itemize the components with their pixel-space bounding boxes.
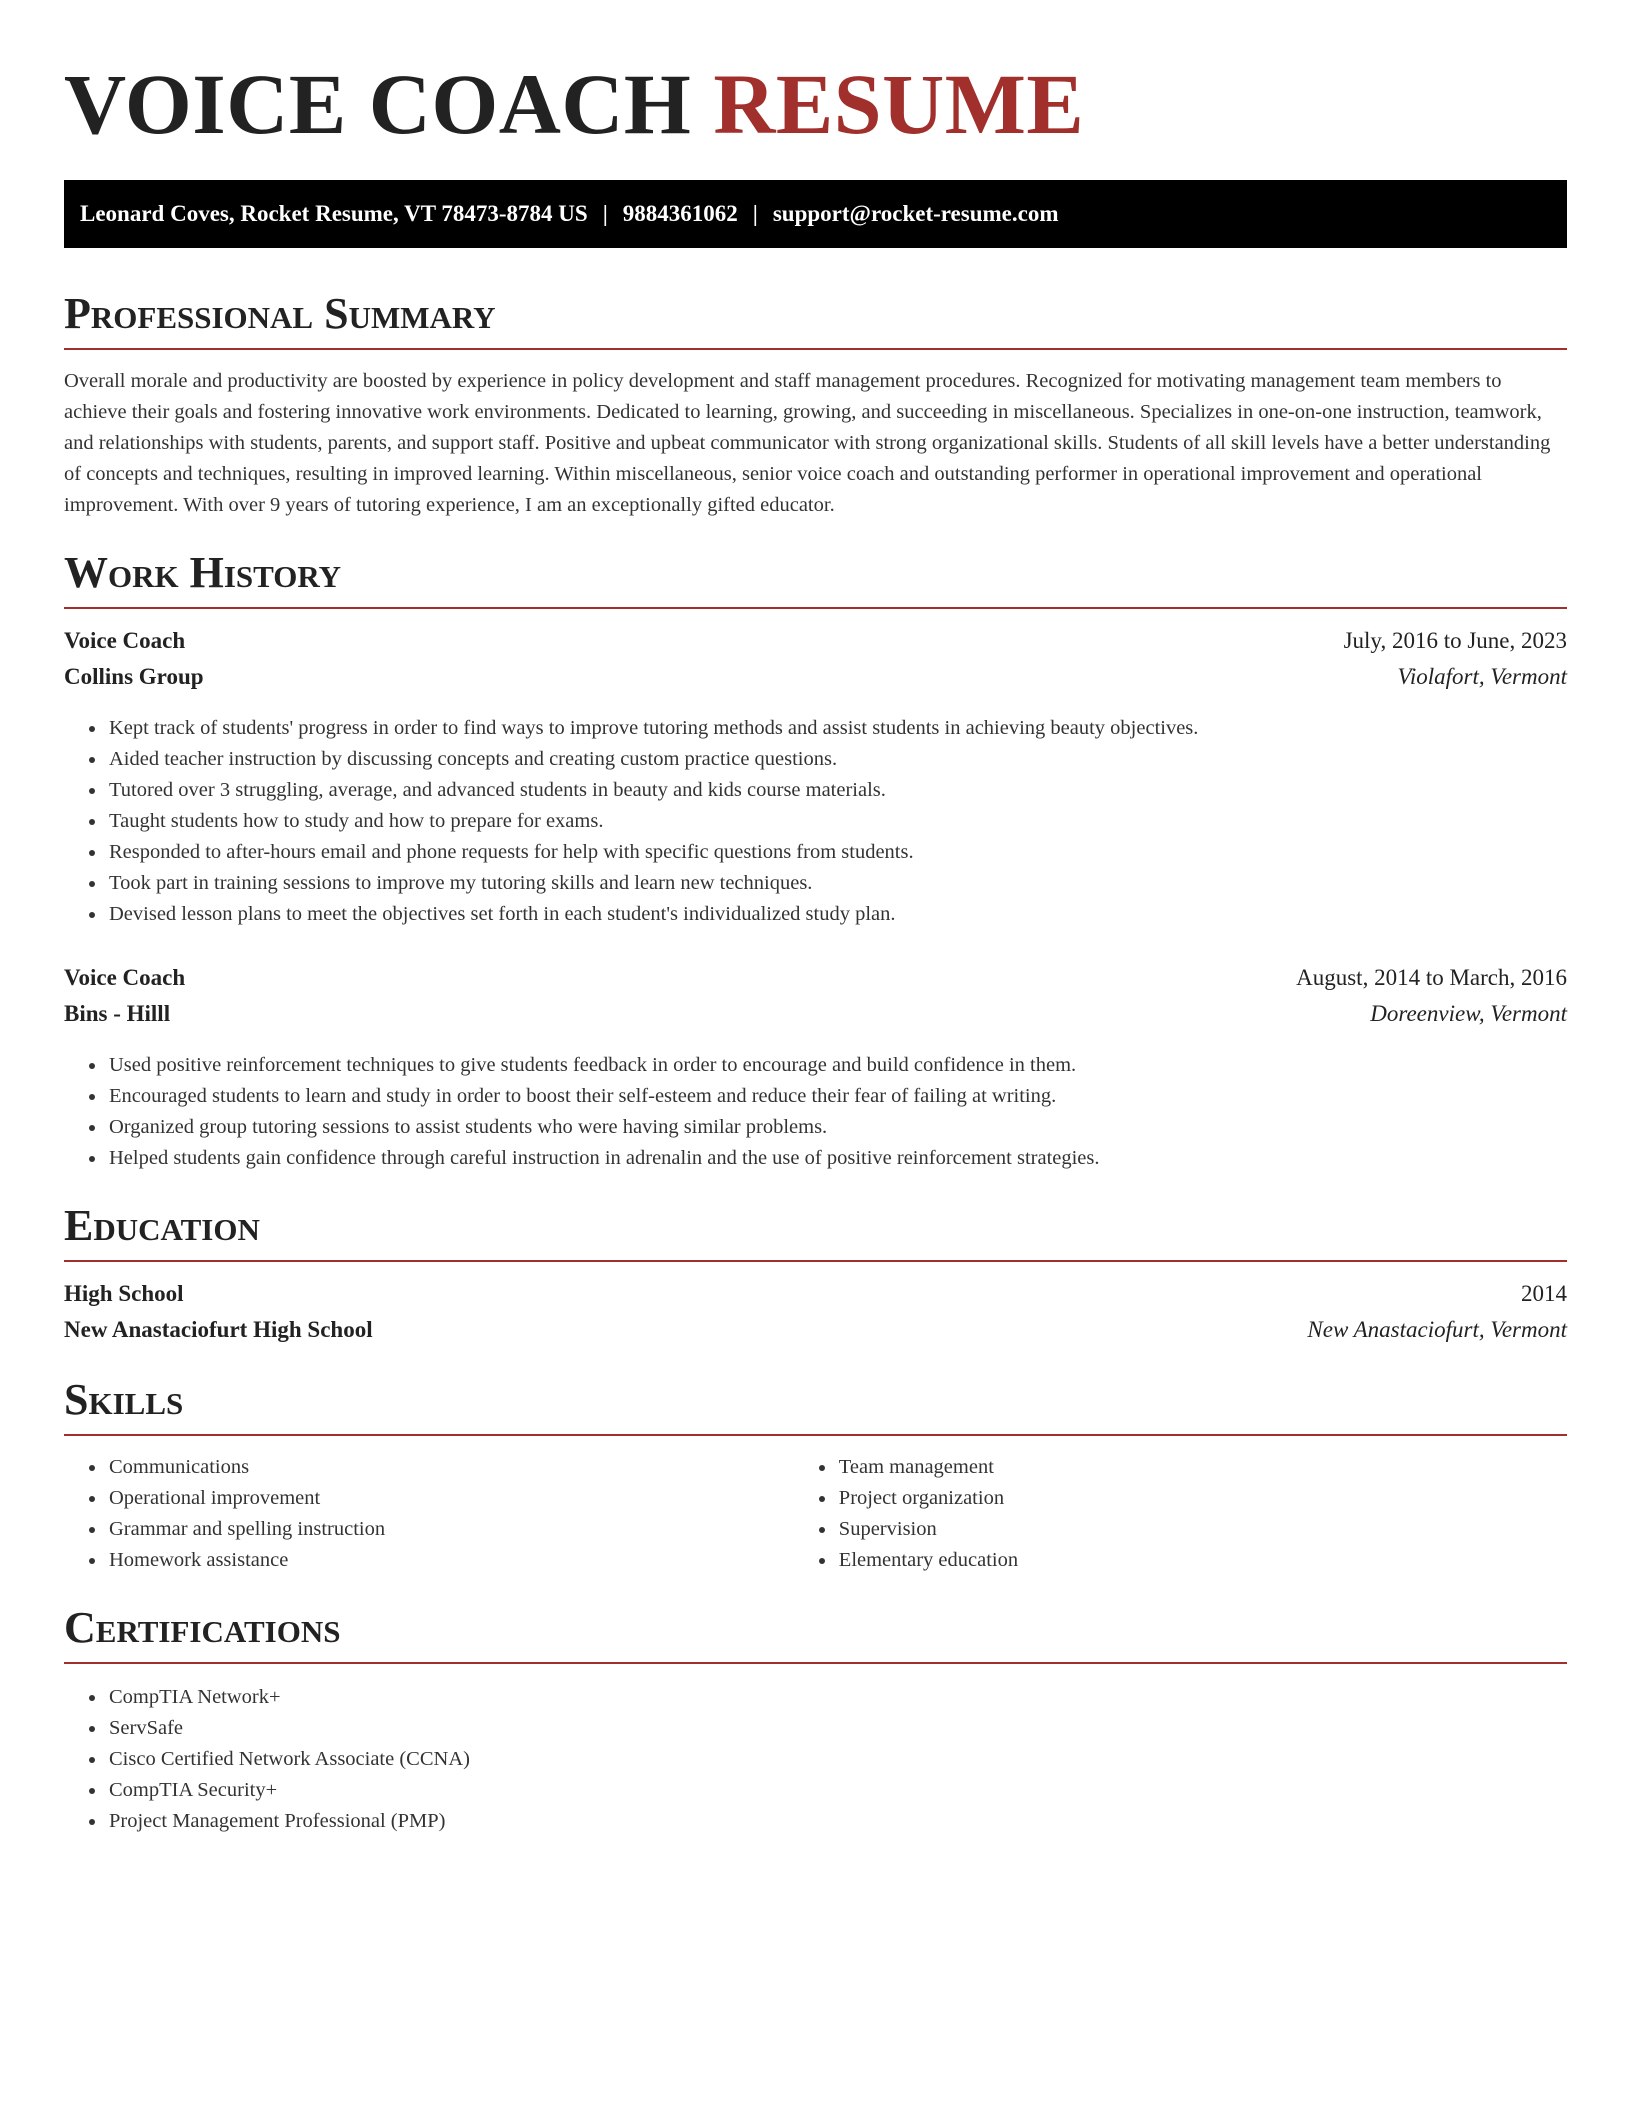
contact-separator: |	[752, 201, 758, 226]
summary-section	[64, 288, 1567, 521]
job-company: Bins - Hilll	[64, 1001, 171, 1026]
job-location: Violafort, Vermont	[1397, 664, 1567, 689]
skill-item: • Project organization	[837, 1483, 1567, 1514]
summary-heading: Professional Summary	[64, 288, 1567, 350]
certification-item: • ServSafe	[107, 1713, 1567, 1744]
job-bullet: • Encouraged students to learn and study in order to boost their self-esteem and reduce their fear of failing at writing.	[107, 1081, 1567, 1112]
education-heading: Education	[64, 1200, 1567, 1262]
contact-bar	[64, 180, 1567, 248]
job-bullet: • Responded to after-hours email and phone requests for help with specific questions from students.	[107, 837, 1567, 868]
job-entry	[64, 623, 1567, 930]
job-title: Voice Coach	[64, 965, 186, 990]
resume-page	[64, 0, 1567, 1837]
skill-item: • Supervision	[837, 1514, 1567, 1545]
job-bullet: • Devised lesson plans to meet the objectives set forth in each student's individualized study plan.	[107, 899, 1567, 930]
job-bullet: • Aided teacher instruction by discussing concepts and creating custom practice questions.	[107, 744, 1567, 775]
certification-item: • CompTIA Security+	[107, 1775, 1567, 1806]
skill-item: • Operational improvement	[107, 1483, 794, 1514]
job-company: Collins Group	[64, 664, 204, 689]
summary-text: Overall morale and productivity are boosted by experience in policy development and staff management procedures. Recognized for motivating management team members to achieve their goals and fostering innovative work environments. Dedicated to learning, growing, and succeeding in miscellaneous. Specializes in one-on-one instruction, teamwork, and relationships with students, parents, and support staff. Positive and upbeat communicator with strong organizational skills. Students of all skill levels have a better understanding of concepts and techniques, resulting in improved learning. Within miscellaneous, senior voice coach and outstanding performer in operational improvement and operational improvement. With over 9 years of tutoring experience, I am an exceptionally gifted educator.	[64, 370, 1551, 516]
job-location: Doreenview, Vermont	[1370, 1001, 1567, 1026]
work-history-section	[64, 547, 1567, 1174]
skills-right-column	[794, 1452, 1567, 1576]
certifications-list	[64, 1682, 1567, 1837]
skill-item: • Grammar and spelling instruction	[107, 1514, 794, 1545]
job-title: Voice Coach	[64, 628, 186, 653]
job-bullet: • Helped students gain confidence through careful instruction in adrenalin and the use of positive reinforcement strategies.	[107, 1143, 1567, 1174]
skills-columns	[64, 1452, 1567, 1576]
education-section	[64, 1200, 1567, 1348]
resume-title-accent: RESUME	[713, 56, 1085, 152]
skills-heading: Skills	[64, 1374, 1567, 1436]
education-location: New Anastaciofurt, Vermont	[1307, 1317, 1567, 1342]
certifications-section	[64, 1602, 1567, 1837]
education-entry	[64, 1276, 1567, 1348]
job-dates: July, 2016 to June, 2023	[1343, 628, 1567, 653]
certification-item: • Cisco Certified Network Associate (CCNA)	[107, 1744, 1567, 1775]
skills-left-column	[64, 1452, 794, 1576]
skill-item: • Team management	[837, 1452, 1567, 1483]
job-bullets	[64, 1050, 1567, 1174]
job-bullet: • Tutored over 3 struggling, average, and advanced students in beauty and kids course materials.	[107, 775, 1567, 806]
education-school: New Anastaciofurt High School	[64, 1317, 373, 1342]
contact-address: Leonard Coves, Rocket Resume, VT 78473-8784 US	[80, 201, 588, 226]
certifications-heading: Certifications	[64, 1602, 1567, 1664]
skill-item: • Elementary education	[837, 1545, 1567, 1576]
certification-item: • Project Management Professional (PMP)	[107, 1806, 1567, 1837]
skill-item: • Communications	[107, 1452, 794, 1483]
job-bullet: • Organized group tutoring sessions to assist students who were having similar problems.	[107, 1112, 1567, 1143]
education-year: 2014	[1521, 1281, 1567, 1306]
education-degree: High School	[64, 1281, 184, 1306]
skills-section	[64, 1374, 1567, 1576]
resume-title	[64, 56, 1567, 152]
job-bullet: • Kept track of students' progress in order to find ways to improve tutoring methods and assist students in achieving beauty objectives.	[107, 713, 1567, 744]
work-history-heading: Work History	[64, 547, 1567, 609]
contact-separator: |	[602, 201, 608, 226]
job-bullets	[64, 713, 1567, 930]
skill-item: • Homework assistance	[107, 1545, 794, 1576]
job-bullet: • Taught students how to study and how to prepare for exams.	[107, 806, 1567, 837]
job-entry	[64, 960, 1567, 1174]
job-bullet: • Used positive reinforcement techniques to give students feedback in order to encourage and build confidence in them.	[107, 1050, 1567, 1081]
job-dates: August, 2014 to March, 2016	[1296, 965, 1567, 990]
job-bullet: • Took part in training sessions to improve my tutoring skills and learn new techniques.	[107, 868, 1567, 899]
resume-title-main: VOICE COACH	[64, 56, 692, 152]
contact-phone: 9884361062	[622, 201, 738, 226]
contact-email: support@rocket-resume.com	[772, 201, 1059, 226]
certification-item: • CompTIA Network+	[107, 1682, 1567, 1713]
